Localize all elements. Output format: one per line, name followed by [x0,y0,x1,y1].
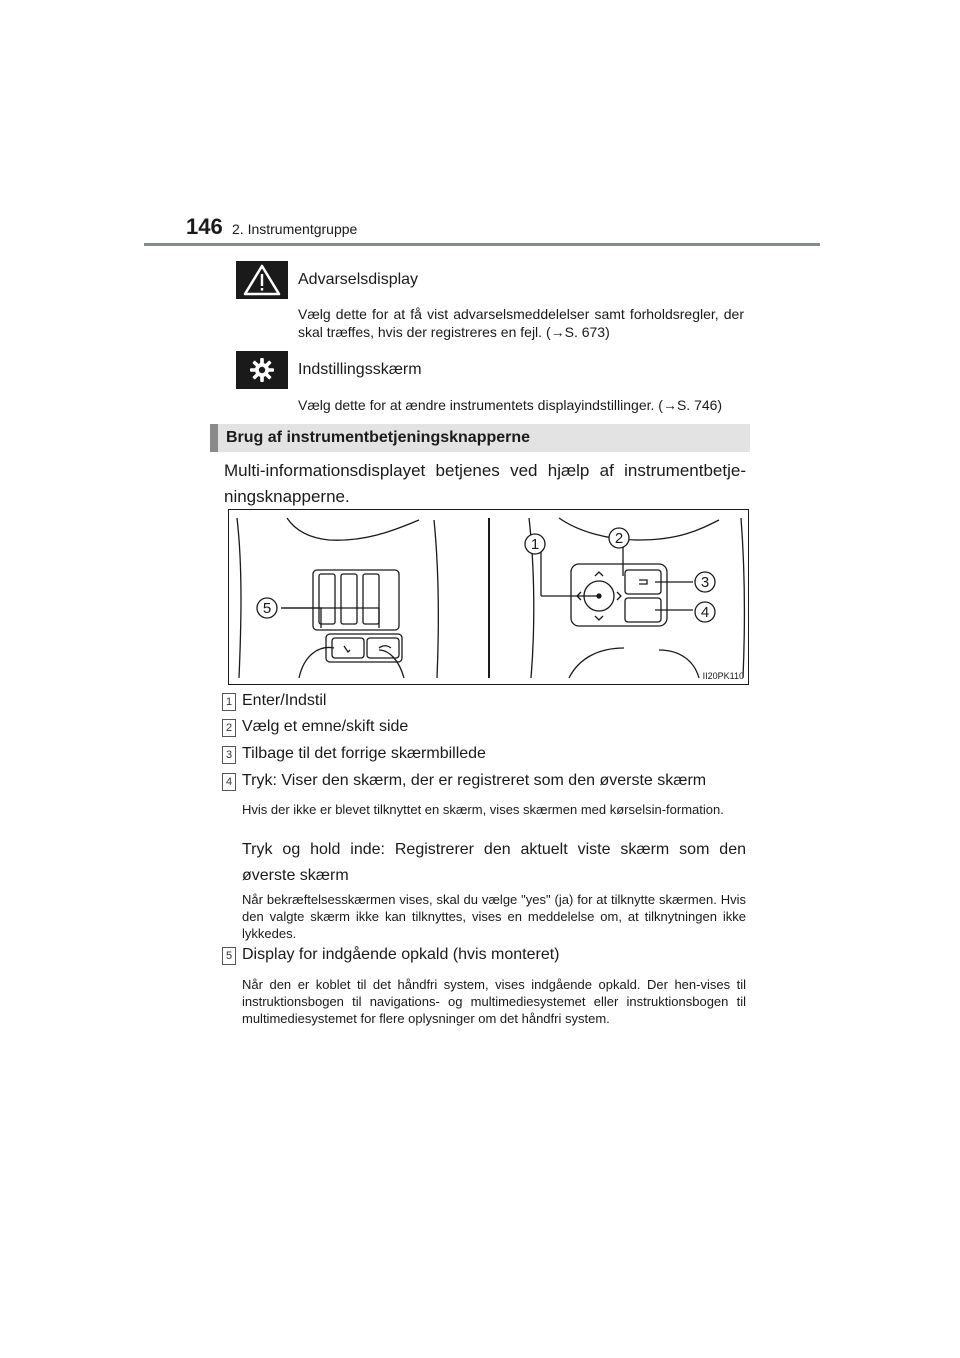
section-title: Brug af instrumentbetjeningsknapperne [226,429,531,446]
header-divider [144,243,820,246]
chapter-title: 2. Instrumentgruppe [232,221,358,237]
item-number-1: 1 [222,693,236,711]
section-heading [210,424,750,452]
item-note-5: Når den er koblet til det håndfri system, vises indgående opkald. Der hen-vises til instruktionsbogen til navigations- og multimediesystemet eller instruktionsbogen til multimediesystemet for flere oplysninger om det håndfri system. [242,977,746,1026]
item-number-2: 2 [222,719,236,737]
callout-4: 4 [700,604,710,621]
item-label-3: Tilbage til det forrige skærmbillede [242,745,486,762]
callout-1: 1 [530,536,540,553]
gear-icon [236,351,288,389]
warning-display-text: Vælg dette for at få vist advarselsmeddelelser samt forholdsregler, der skal træffes, hvis der registreres en fejl. (→S. 673) [298,306,744,340]
item-sublabel-4: Tryk og hold inde: Registrerer den aktuelt viste skærm som den øverste skærm [242,841,746,884]
item-label-2: Vælg et emne/skift side [242,718,409,735]
page-number: 146 [186,214,223,239]
settings-display-title: Indstillingsskærm [298,361,422,378]
item-label-4: Tryk: Viser den skærm, der er registreret som den øverste skærm [242,772,707,789]
item-label-1: Enter/Indstil [242,692,327,709]
item-number-5: 5 [222,947,236,965]
item-subnote-4: Når bekræftelsesskærmen vises, skal du vælge "yes" (ja) for at tilknytte skærmen. Hvis den valgte skærm ikke kan tilknyttes, vises en meddelelse om, at tilknytningen ikke lykkedes. [242,892,746,941]
steering-switch-figure [228,509,749,685]
left-switch-panel [313,570,399,630]
item-label-5: Display for indgående opkald (hvis monteret) [242,946,560,963]
item-note-4: Hvis der ikke er blevet tilknyttet en skærm, vises skærmen med kørselsin-formation. [242,802,724,817]
left-outer-line [237,518,241,678]
figure-code: II20PK110 [702,671,744,681]
warning-tab [236,261,288,299]
settings-tab [236,351,288,389]
callout-5: 5 [262,600,272,617]
section-accent [210,424,218,452]
item-number-4: 4 [222,773,236,791]
settings-display-text: Vælg dette for at ændre instrumentets displayindstillinger. (→S. 746) [298,397,723,413]
section-intro: Multi-informationsdisplayet betjenes ved hjælp af instrumentbetje-ningsknapperne. [224,461,746,506]
warning-triangle-icon [236,261,288,299]
warning-display-title: Advarselsdisplay [298,271,419,288]
right-switch-panel [571,564,667,626]
steering-wheel-illustration [229,510,747,683]
item-number-3: 3 [222,746,236,764]
callout-2: 2 [614,530,624,547]
callout-3: 3 [700,574,710,591]
